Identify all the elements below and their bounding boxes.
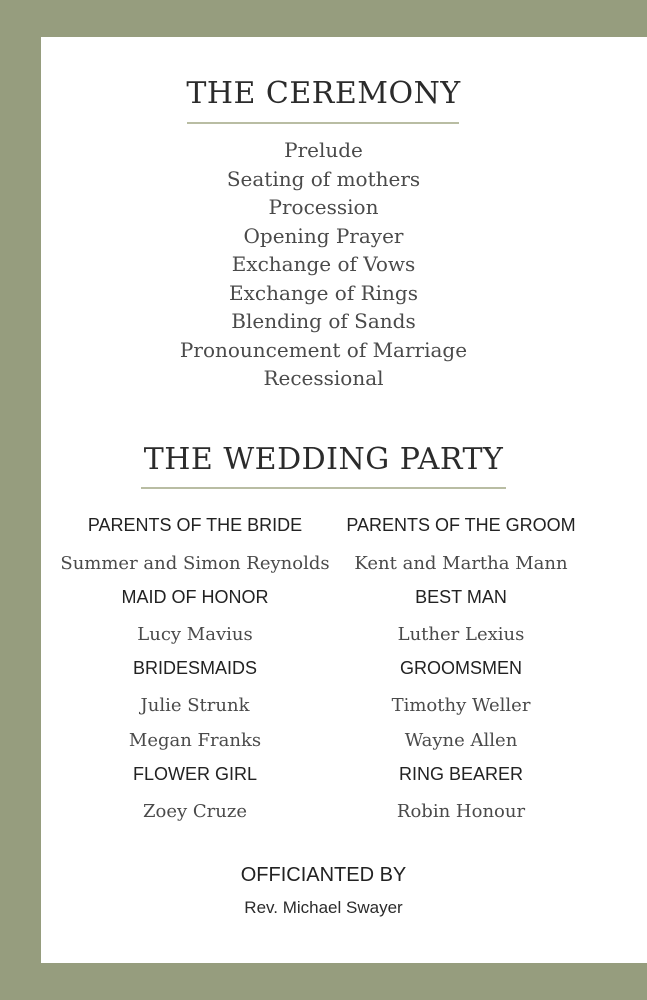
ceremony-list — [0, 136, 647, 393]
maid-of-honor-name: Lucy Mavius — [137, 624, 253, 645]
ring-bearer-name: Robin Honour — [396, 801, 526, 822]
ceremony-item: Prelude — [284, 138, 363, 162]
groomsman-name: Wayne Allen — [404, 730, 518, 751]
groomsman-name: Timothy Weller — [391, 695, 531, 716]
bridesmaids-label: BRIDESMAIDS — [132, 658, 258, 678]
bridesmaid-name: Julie Strunk — [140, 695, 250, 716]
officiant-name: Rev. Michael Swayer — [244, 898, 403, 917]
ceremony-item: Recessional — [263, 366, 384, 390]
parents-of-groom-names: Kent and Martha Mann — [354, 553, 568, 574]
ceremony-item: Exchange of Rings — [229, 280, 418, 305]
ceremony-item: Seating of mothers — [226, 166, 421, 191]
ceremony-divider — [187, 122, 459, 124]
flower-girl-name: Zoey Cruze — [143, 801, 247, 822]
ceremony-item: Opening Prayer — [243, 223, 404, 248]
flower-girl-label: FLOWER GIRL — [132, 764, 257, 784]
ceremony-item: Blending of Sands — [231, 309, 416, 333]
wedding-party-divider — [141, 487, 506, 489]
officiant-label: OFFICIANTED BY — [240, 864, 407, 886]
bridesmaid-name: Megan Franks — [128, 730, 262, 751]
ceremony-item: Procession — [268, 195, 379, 219]
groomsmen-label: GROOMSMEN — [399, 658, 522, 678]
ceremony-item: Exchange of Vows — [231, 252, 416, 276]
parents-of-groom-label: PARENTS OF THE GROOM — [346, 515, 576, 535]
ceremony-heading: THE CEREMONY — [186, 76, 461, 111]
parents-of-bride-names: Summer and Simon Reynolds — [60, 553, 330, 574]
wedding-party-heading: THE WEDDING PARTY — [143, 442, 504, 477]
ceremony-item: Pronouncement of Marriage — [179, 337, 468, 362]
maid-of-honor-label: MAID OF HONOR — [121, 587, 269, 607]
ring-bearer-label: RING BEARER — [398, 764, 524, 784]
best-man-label: BEST MAN — [415, 587, 507, 607]
parents-of-bride-label: PARENTS OF THE BRIDE — [87, 515, 303, 535]
best-man-name: Luther Lexius — [397, 624, 525, 645]
